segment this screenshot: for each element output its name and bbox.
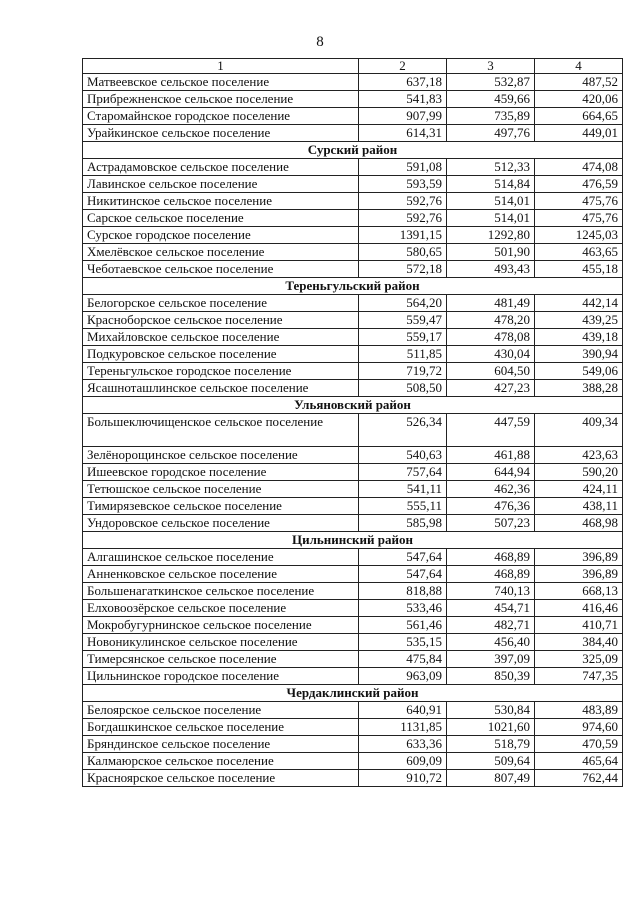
settlement-name-cell: Старомайнское городское поселение (83, 108, 359, 125)
value-cell-col2: 559,47 (359, 312, 447, 329)
table-row (83, 600, 623, 617)
table-row (83, 380, 623, 397)
value-cell-col2: 633,36 (359, 736, 447, 753)
value-cell-col2: 592,76 (359, 210, 447, 227)
table-row (83, 312, 623, 329)
table-row (83, 414, 623, 447)
table-row (83, 515, 623, 532)
settlement-name-cell: Цильнинское городское поселение (83, 668, 359, 685)
value-cell-col2: 637,18 (359, 74, 447, 91)
value-cell-col3: 644,94 (447, 464, 535, 481)
value-cell-col4: 439,18 (535, 329, 623, 346)
value-cell-col2: 593,59 (359, 176, 447, 193)
value-cell-col3: 532,87 (447, 74, 535, 91)
value-cell-col4: 664,65 (535, 108, 623, 125)
value-cell-col3: 518,79 (447, 736, 535, 753)
value-cell-col3: 459,66 (447, 91, 535, 108)
value-cell-col2: 561,46 (359, 617, 447, 634)
value-cell-col2: 564,20 (359, 295, 447, 312)
value-cell-col2: 511,85 (359, 346, 447, 363)
settlement-values-table (82, 58, 623, 787)
value-cell-col3: 456,40 (447, 634, 535, 651)
table-row (83, 227, 623, 244)
district-section-row (83, 142, 623, 159)
table-row (83, 481, 623, 498)
table-row (83, 244, 623, 261)
value-cell-col2: 640,91 (359, 702, 447, 719)
settlement-name-cell: Белоярское сельское поселение (83, 702, 359, 719)
value-cell-col4: 974,60 (535, 719, 623, 736)
settlement-name-cell: Новоникулинское сельское поселение (83, 634, 359, 651)
settlement-name-cell: Никитинское сельское поселение (83, 193, 359, 210)
value-cell-col2: 591,08 (359, 159, 447, 176)
column-number-header-row (83, 59, 623, 74)
value-cell-col2: 526,34 (359, 414, 447, 447)
value-cell-col4: 549,06 (535, 363, 623, 380)
value-cell-col4: 668,13 (535, 583, 623, 600)
settlement-name-cell: Сарское сельское поселение (83, 210, 359, 227)
value-cell-col2: 609,09 (359, 753, 447, 770)
settlement-name-cell: Подкуровское сельское поселение (83, 346, 359, 363)
value-cell-col4: 487,52 (535, 74, 623, 91)
settlement-name-cell: Большеключищенское сельское поселение (83, 414, 359, 447)
column-header: 1 (83, 59, 359, 74)
table-row (83, 549, 623, 566)
settlement-name-cell: Богдашкинское сельское поселение (83, 719, 359, 736)
value-cell-col2: 547,64 (359, 566, 447, 583)
value-cell-col4: 449,01 (535, 125, 623, 142)
value-cell-col3: 1021,60 (447, 719, 535, 736)
settlement-name-cell: Ясашноташлинское сельское поселение (83, 380, 359, 397)
value-cell-col4: 410,71 (535, 617, 623, 634)
table-row (83, 329, 623, 346)
value-cell-col2: 592,76 (359, 193, 447, 210)
value-cell-col2: 580,65 (359, 244, 447, 261)
value-cell-col2: 963,09 (359, 668, 447, 685)
settlement-name-cell: Большенагаткинское сельское поселение (83, 583, 359, 600)
table-row (83, 193, 623, 210)
value-cell-col3: 807,49 (447, 770, 535, 787)
table-row (83, 108, 623, 125)
value-cell-col3: 468,89 (447, 566, 535, 583)
table-row (83, 91, 623, 108)
value-cell-col2: 818,88 (359, 583, 447, 600)
settlement-name-cell: Елховоозёрское сельское поселение (83, 600, 359, 617)
value-cell-col2: 1131,85 (359, 719, 447, 736)
value-cell-col4: 475,76 (535, 210, 623, 227)
table-row (83, 702, 623, 719)
table-row (83, 295, 623, 312)
settlement-name-cell: Тимирязевское сельское поселение (83, 498, 359, 515)
value-cell-col4: 475,76 (535, 193, 623, 210)
district-heading: Тереньгульский район (83, 278, 623, 295)
value-cell-col3: 740,13 (447, 583, 535, 600)
table-row (83, 566, 623, 583)
settlement-name-cell: Белогорское сельское поселение (83, 295, 359, 312)
district-section-row (83, 685, 623, 702)
value-cell-col4: 463,65 (535, 244, 623, 261)
value-cell-col2: 533,46 (359, 600, 447, 617)
value-cell-col2: 508,50 (359, 380, 447, 397)
table-row (83, 634, 623, 651)
value-cell-col2: 475,84 (359, 651, 447, 668)
settlement-name-cell: Тимерсянское сельское поселение (83, 651, 359, 668)
settlement-name-cell: Зелёнорощинское сельское поселение (83, 447, 359, 464)
value-cell-col2: 907,99 (359, 108, 447, 125)
table-row (83, 651, 623, 668)
settlement-name-cell: Матвеевское сельское поселение (83, 74, 359, 91)
value-cell-col2: 540,63 (359, 447, 447, 464)
value-cell-col4: 388,28 (535, 380, 623, 397)
table-row (83, 176, 623, 193)
value-cell-col2: 757,64 (359, 464, 447, 481)
value-cell-col4: 747,35 (535, 668, 623, 685)
settlement-name-cell: Сурское городское поселение (83, 227, 359, 244)
value-cell-col4: 590,20 (535, 464, 623, 481)
value-cell-col3: 530,84 (447, 702, 535, 719)
value-cell-col2: 910,72 (359, 770, 447, 787)
settlement-name-cell: Анненковское сельское поселение (83, 566, 359, 583)
table-row (83, 261, 623, 278)
value-cell-col3: 507,23 (447, 515, 535, 532)
value-cell-col3: 468,89 (447, 549, 535, 566)
value-cell-col4: 442,14 (535, 295, 623, 312)
settlement-name-cell: Ишеевское городское поселение (83, 464, 359, 481)
value-cell-col4: 483,89 (535, 702, 623, 719)
value-cell-col3: 481,49 (447, 295, 535, 312)
column-header: 4 (535, 59, 623, 74)
table-row (83, 498, 623, 515)
table-row (83, 464, 623, 481)
column-header: 2 (359, 59, 447, 74)
value-cell-col4: 396,89 (535, 566, 623, 583)
table-row (83, 159, 623, 176)
value-cell-col3: 1292,80 (447, 227, 535, 244)
value-cell-col4: 476,59 (535, 176, 623, 193)
district-heading: Ульяновский район (83, 397, 623, 414)
value-cell-col4: 416,46 (535, 600, 623, 617)
value-cell-col4: 455,18 (535, 261, 623, 278)
value-cell-col3: 493,43 (447, 261, 535, 278)
value-cell-col3: 427,23 (447, 380, 535, 397)
value-cell-col4: 423,63 (535, 447, 623, 464)
value-cell-col4: 1245,03 (535, 227, 623, 244)
value-cell-col4: 384,40 (535, 634, 623, 651)
value-cell-col4: 470,59 (535, 736, 623, 753)
settlement-name-cell: Алгашинское сельское поселение (83, 549, 359, 566)
value-cell-col3: 604,50 (447, 363, 535, 380)
value-cell-col2: 555,11 (359, 498, 447, 515)
table-row (83, 363, 623, 380)
district-section-row (83, 397, 623, 414)
value-cell-col2: 541,11 (359, 481, 447, 498)
table-row (83, 736, 623, 753)
settlement-name-cell: Тереньгульское городское поселение (83, 363, 359, 380)
value-cell-col4: 420,06 (535, 91, 623, 108)
district-heading: Чердаклинский район (83, 685, 623, 702)
district-section-row (83, 278, 623, 295)
value-cell-col4: 474,08 (535, 159, 623, 176)
table-row (83, 583, 623, 600)
value-cell-col3: 514,01 (447, 193, 535, 210)
value-cell-col3: 514,84 (447, 176, 535, 193)
value-cell-col4: 325,09 (535, 651, 623, 668)
value-cell-col3: 447,59 (447, 414, 535, 447)
page-number: 8 (316, 34, 324, 50)
value-cell-col3: 501,90 (447, 244, 535, 261)
value-cell-col4: 396,89 (535, 549, 623, 566)
table-row (83, 447, 623, 464)
value-cell-col2: 535,15 (359, 634, 447, 651)
value-cell-col3: 430,04 (447, 346, 535, 363)
settlement-name-cell: Красноярское сельское поселение (83, 770, 359, 787)
value-cell-col4: 390,94 (535, 346, 623, 363)
value-cell-col3: 454,71 (447, 600, 535, 617)
settlement-name-cell: Тетюшское сельское поселение (83, 481, 359, 498)
table-row (83, 125, 623, 142)
column-header: 3 (447, 59, 535, 74)
settlement-name-cell: Лавинское сельское поселение (83, 176, 359, 193)
settlement-name-cell: Чеботаевское сельское поселение (83, 261, 359, 278)
settlement-name-cell: Астрадамовское сельское поселение (83, 159, 359, 176)
table-body (83, 59, 623, 787)
settlement-name-cell: Ундоровское сельское поселение (83, 515, 359, 532)
value-cell-col2: 572,18 (359, 261, 447, 278)
district-heading: Сурский район (83, 142, 623, 159)
value-cell-col2: 1391,15 (359, 227, 447, 244)
value-cell-col3: 478,20 (447, 312, 535, 329)
value-cell-col4: 409,34 (535, 414, 623, 447)
value-cell-col3: 497,76 (447, 125, 535, 142)
table-row (83, 74, 623, 91)
settlement-name-cell: Хмелёвское сельское поселение (83, 244, 359, 261)
district-section-row (83, 532, 623, 549)
value-cell-col3: 476,36 (447, 498, 535, 515)
value-cell-col4: 468,98 (535, 515, 623, 532)
table-row (83, 668, 623, 685)
settlement-name-cell: Урайкинское сельское поселение (83, 125, 359, 142)
settlement-name-cell: Бряндинское сельское поселение (83, 736, 359, 753)
settlement-name-cell: Прибрежненское сельское поселение (83, 91, 359, 108)
table-row (83, 719, 623, 736)
settlement-name-cell: Калмаюрское сельское поселение (83, 753, 359, 770)
value-cell-col4: 465,64 (535, 753, 623, 770)
table-row (83, 770, 623, 787)
value-cell-col2: 614,31 (359, 125, 447, 142)
value-cell-col3: 478,08 (447, 329, 535, 346)
value-cell-col2: 559,17 (359, 329, 447, 346)
settlement-name-cell: Михайловское сельское поселение (83, 329, 359, 346)
value-cell-col3: 509,64 (447, 753, 535, 770)
value-cell-col2: 547,64 (359, 549, 447, 566)
table-row (83, 210, 623, 227)
table-row (83, 346, 623, 363)
value-cell-col4: 439,25 (535, 312, 623, 329)
value-cell-col3: 397,09 (447, 651, 535, 668)
table-row (83, 753, 623, 770)
district-heading: Цильнинский район (83, 532, 623, 549)
value-cell-col3: 735,89 (447, 108, 535, 125)
value-cell-col3: 462,36 (447, 481, 535, 498)
value-cell-col3: 514,01 (447, 210, 535, 227)
value-cell-col3: 461,88 (447, 447, 535, 464)
value-cell-col3: 850,39 (447, 668, 535, 685)
settlement-name-cell: Красноборское сельское поселение (83, 312, 359, 329)
value-cell-col2: 541,83 (359, 91, 447, 108)
value-cell-col2: 585,98 (359, 515, 447, 532)
table-row (83, 617, 623, 634)
value-cell-col4: 438,11 (535, 498, 623, 515)
value-cell-col4: 762,44 (535, 770, 623, 787)
value-cell-col2: 719,72 (359, 363, 447, 380)
value-cell-col4: 424,11 (535, 481, 623, 498)
value-cell-col3: 482,71 (447, 617, 535, 634)
value-cell-col3: 512,33 (447, 159, 535, 176)
settlement-name-cell: Мокробугурнинское сельское поселение (83, 617, 359, 634)
